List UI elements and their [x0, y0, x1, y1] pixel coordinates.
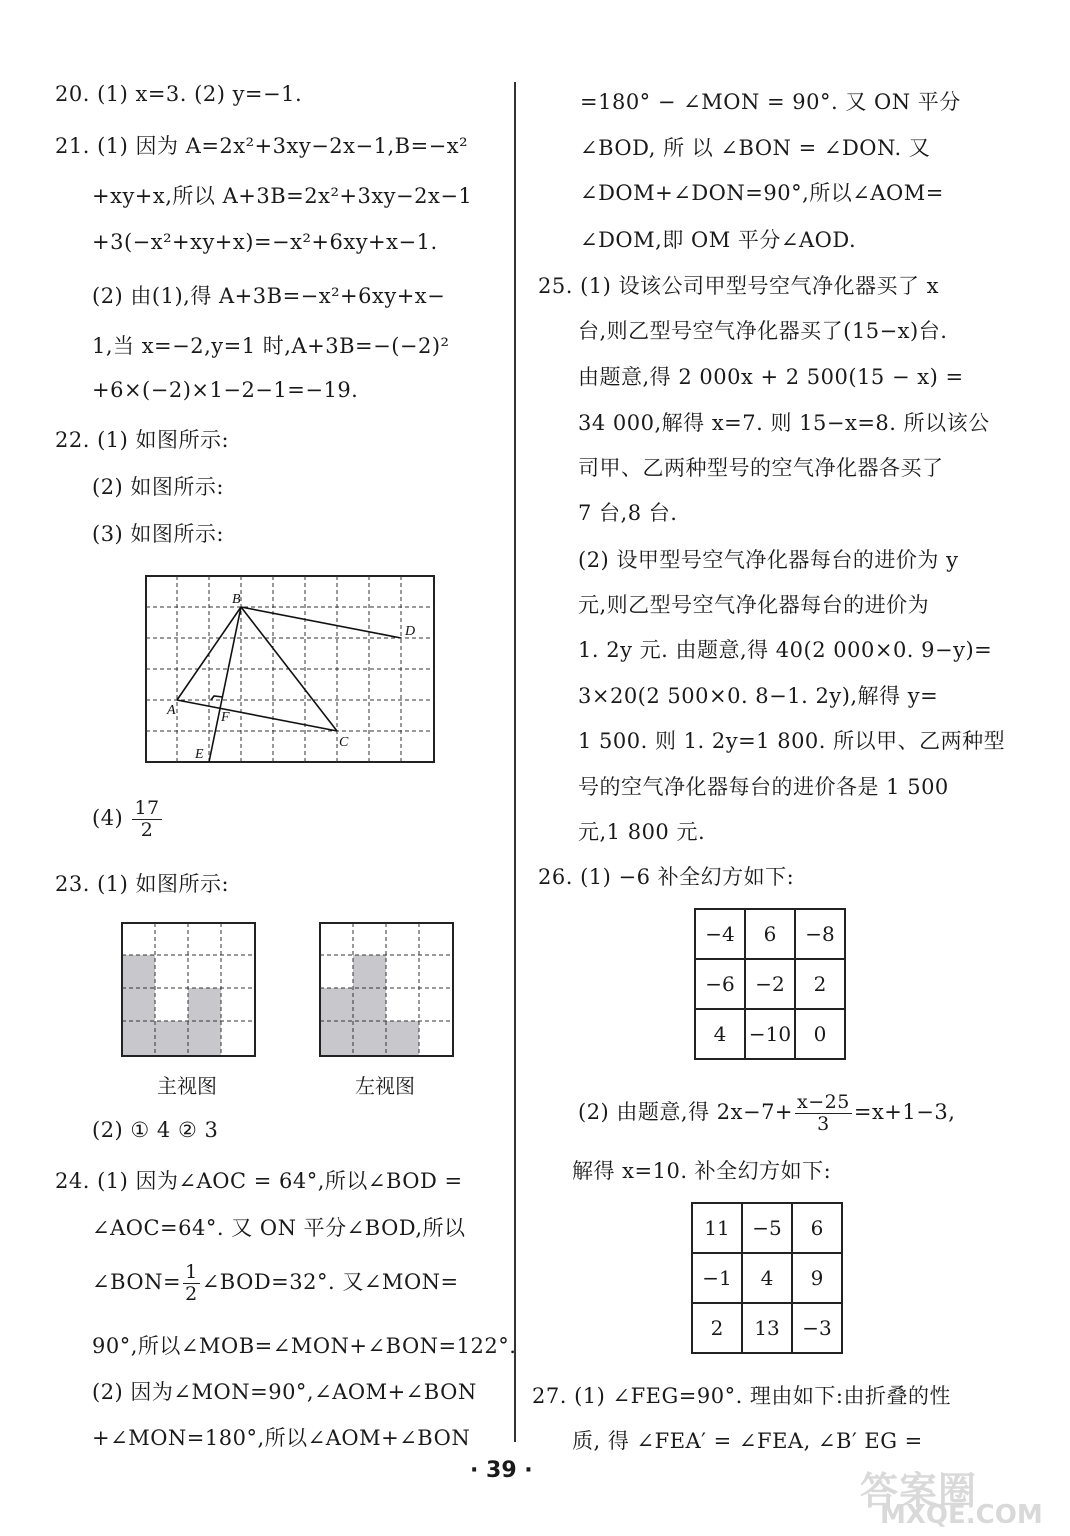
answer-25-line7: (2) 设甲型号空气净化器每台的进价为 y [578, 548, 959, 572]
label-B: B [232, 592, 241, 607]
magic-square-1 [694, 908, 846, 1060]
answer-21-line5: 1,当 x=−2,y=1 时,A+3B=−(−2)² [92, 334, 450, 358]
answer-25-line6: 7 台,8 台. [578, 501, 678, 525]
answer-21-line1: 21. (1) 因为 A=2x²+3xy−2x−1,B=−x² [55, 134, 469, 158]
magic-square-2 [691, 1202, 843, 1354]
answer-22-line3: (3) 如图所示: [92, 522, 224, 546]
answer-21-line4: (2) 由(1),得 A+3B=−x²+6xy+x− [92, 284, 446, 308]
magic2-cell: 2 [692, 1303, 742, 1353]
left-view-grid [319, 922, 455, 1058]
label-E: E [195, 747, 204, 762]
answer-24-line4: 90°,所以∠MOB=∠MON+∠BON=122°. [92, 1334, 517, 1358]
magic2-cell: −3 [792, 1303, 842, 1353]
answer-27-line2: 质, 得 ∠FEA′ = ∠FEA, ∠B′ EG = [572, 1429, 923, 1453]
answer-24-line5: (2) 因为∠MON=90°,∠AOM+∠BON [92, 1380, 477, 1404]
answer-26-part2-solve: 解得 x=10. 补全幻方如下: [572, 1159, 832, 1183]
magic1-cell: −4 [695, 909, 745, 959]
magic1-cell: 0 [795, 1009, 845, 1059]
answer-25-line4: 34 000,解得 x=7. 则 15−x=8. 所以该公 [578, 411, 990, 435]
answer-25-line2: 台,则乙型号空气净化器买了(15−x)台. [578, 319, 948, 343]
answer-25-line3: 由题意,得 2 000x + 2 500(15 − x) = [578, 365, 964, 389]
answer-24-cont-line4: ∠DOM,即 OM 平分∠AOD. [580, 228, 857, 252]
magic1-cell: −10 [745, 1009, 795, 1059]
magic2-cell: 9 [792, 1253, 842, 1303]
answer-22-line1: 22. (1) 如图所示: [55, 428, 230, 452]
magic1-cell: −6 [695, 959, 745, 1009]
answer-24-line2: ∠AOC=64°. 又 ON 平分∠BOD,所以 [92, 1216, 466, 1240]
magic2-cell: 6 [792, 1203, 842, 1253]
magic1-cell: −2 [745, 959, 795, 1009]
answer-26-part2: (2) 由题意,得 2x−7+ $\frac{x-25}{3}$ =x+1−3, [578, 1091, 956, 1135]
label-F: F [221, 710, 230, 725]
magic2-cell: −1 [692, 1253, 742, 1303]
answer-24-cont-line2: ∠BOD, 所 以 ∠BON = ∠DON. 又 [580, 136, 931, 160]
page-number: · 39 · [470, 1458, 533, 1483]
answer-25-line11: 1 500. 则 1. 2y=1 800. 所以甲、乙两种型 [578, 729, 1006, 753]
answer-20: 20. (1) x=3. (2) y=−1. [55, 82, 303, 106]
watermark-logo: 答案圈 [860, 1469, 978, 1513]
answer-21-line6: +6×(−2)×1−2−1=−19. [92, 378, 359, 402]
figure-22-grid [145, 575, 435, 765]
watermark-url: MXQE.COM [880, 1500, 1043, 1530]
answer-24-line3: ∠BON= $\frac{1}{2}$ ∠BOD=32°. 又∠MON= [92, 1261, 459, 1305]
label-A: A [167, 703, 176, 718]
answer-26-line1: 26. (1) −6 补全幻方如下: [538, 865, 795, 889]
answer-21-line2: +xy+x,所以 A+3B=2x²+3xy−2x−1 [92, 184, 473, 208]
answer-21-line3: +3(−x²+xy+x)=−x²+6xy+x−1. [92, 230, 438, 254]
answer-25-line1: 25. (1) 设该公司甲型号空气净化器买了 x [538, 274, 940, 298]
caption-left-view: 左视图 [355, 1074, 415, 1098]
label-D: D [405, 624, 416, 639]
magic2-cell: 11 [692, 1203, 742, 1253]
front-view-grid [121, 922, 257, 1058]
answer-25-line13: 元,1 800 元. [578, 820, 706, 844]
answer-25-line5: 司甲、乙两种型号的空气净化器各买了 [578, 456, 944, 480]
magic1-cell: −8 [795, 909, 845, 959]
answer-24-cont-line1: =180° − ∠MON = 90°. 又 ON 平分 [580, 90, 961, 114]
answer-24-cont-line3: ∠DOM+∠DON=90°,所以∠AOM= [580, 181, 944, 205]
answer-23-part2: (2) ① 4 ② 3 [92, 1118, 219, 1142]
answer-25-line8: 元,则乙型号空气净化器每台的进价为 [578, 593, 930, 617]
magic2-cell: 4 [742, 1253, 792, 1303]
answer-22-line2: (2) 如图所示: [92, 475, 224, 499]
magic1-cell: 2 [795, 959, 845, 1009]
answer-24-line1: 24. (1) 因为∠AOC = 64°,所以∠BOD = [55, 1169, 463, 1193]
answer-22-part4: (4) $\frac{17}{2}$ [92, 797, 160, 841]
magic2-cell: 13 [742, 1303, 792, 1353]
label-C: C [339, 735, 349, 750]
answer-27-line1: 27. (1) ∠FEG=90°. 理由如下:由折叠的性 [532, 1384, 952, 1408]
answer-23-line1: 23. (1) 如图所示: [55, 872, 230, 896]
fraction-1-2: $\frac{1}{2}$ [185, 1261, 198, 1305]
answer-25-line10: 3×20(2 500×0. 8−1. 2y),解得 y= [578, 684, 939, 708]
caption-front-view: 主视图 [157, 1074, 217, 1098]
answer-25-line12: 号的空气净化器每台的进价各是 1 500 [578, 775, 949, 799]
fraction-x-25-3: $\frac{x-25}{3}$ [797, 1091, 850, 1135]
answer-24-line6: +∠MON=180°,所以∠AOM+∠BON [92, 1426, 471, 1450]
answer-25-line9: 1. 2y 元. 由题意,得 40(2 000×0. 9−y)= [578, 638, 993, 662]
fraction-17-2: $\frac{17}{2}$ [134, 797, 160, 841]
magic1-cell: 4 [695, 1009, 745, 1059]
column-divider [514, 82, 516, 1442]
magic2-cell: −5 [742, 1203, 792, 1253]
magic1-cell: 6 [745, 909, 795, 959]
